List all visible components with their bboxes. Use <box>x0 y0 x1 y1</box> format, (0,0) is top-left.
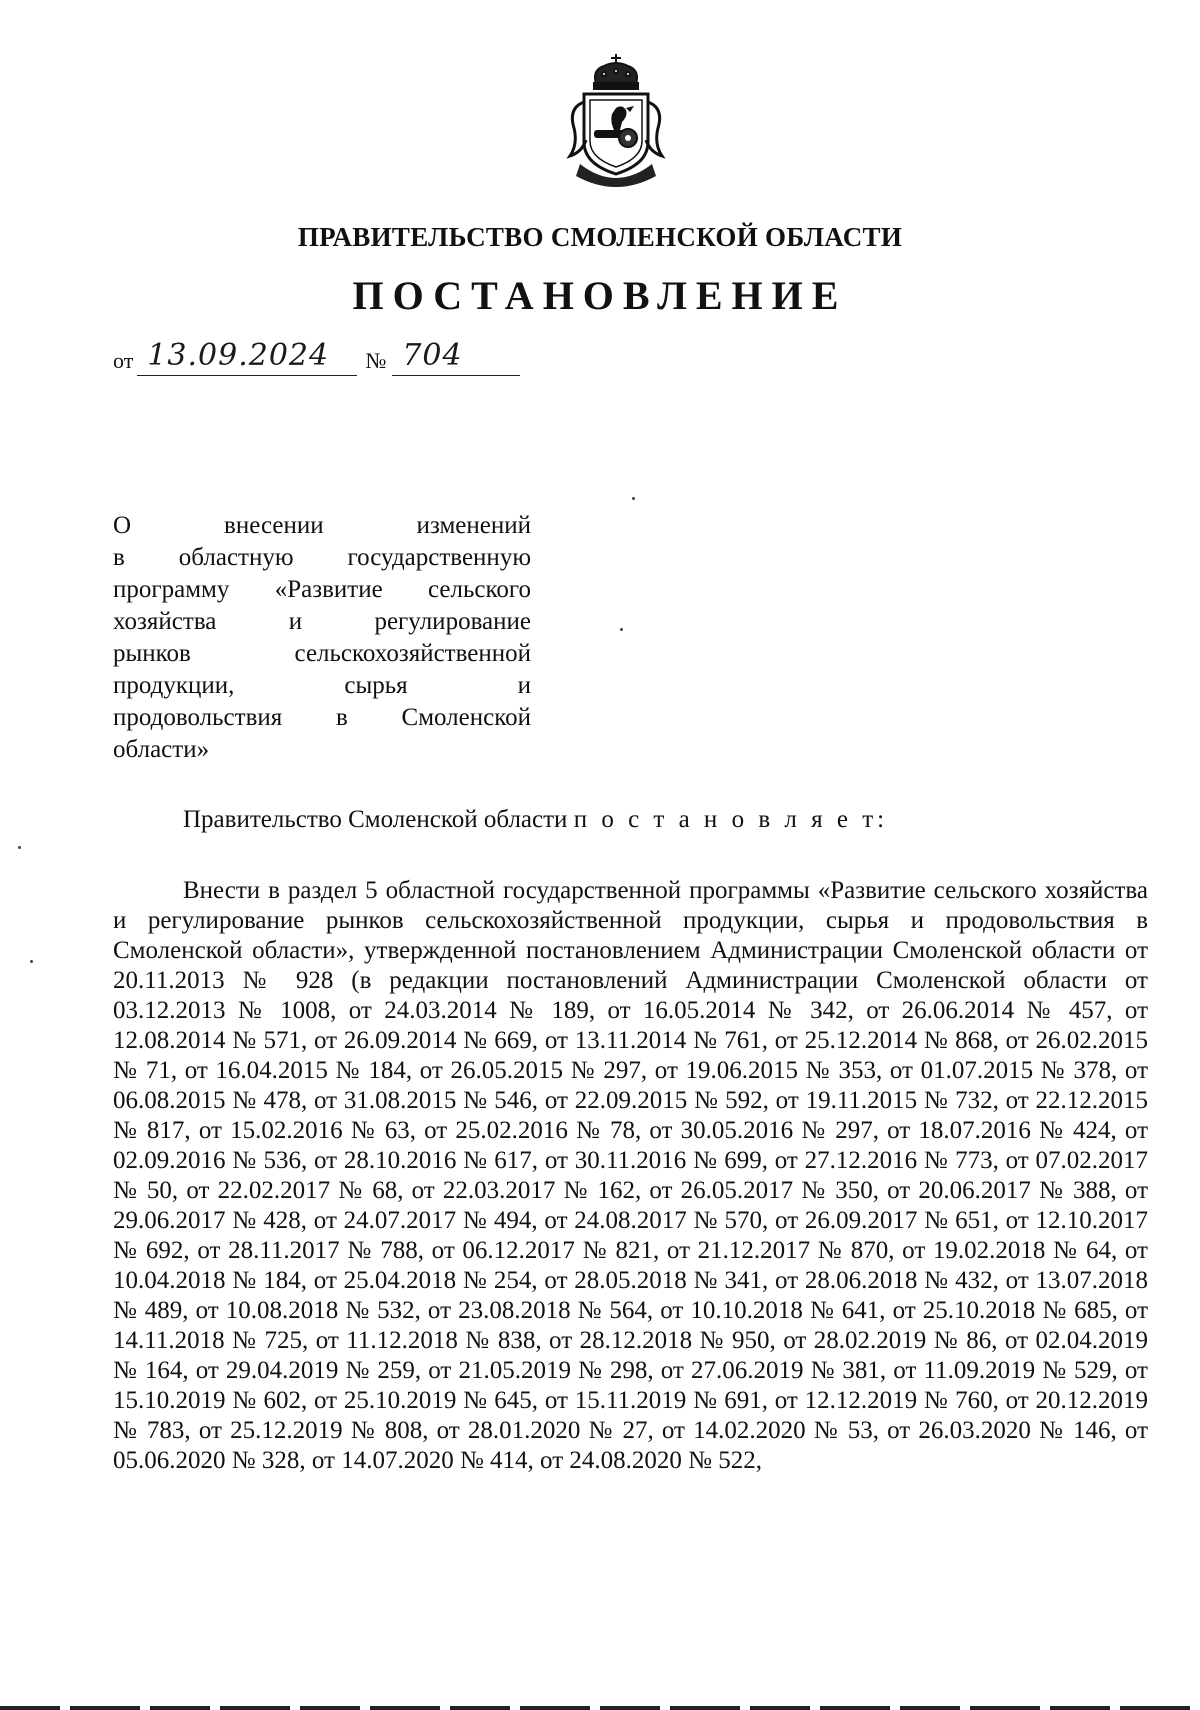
handwritten-date: 13.09.2024 <box>147 338 330 373</box>
scan-speck <box>30 960 33 963</box>
date-from-label: от <box>113 348 134 373</box>
number-field <box>392 338 520 376</box>
subject-line: продовольствия в Смоленской <box>113 704 531 731</box>
subject-line: хозяйства и регулирование <box>113 608 531 635</box>
subject-line: рынков сельскохозяйственной <box>113 640 531 667</box>
document-type-heading: ПОСТАНОВЛЕНИЕ <box>352 273 848 318</box>
date-field <box>137 338 357 376</box>
handwritten-number: 704 <box>402 338 463 373</box>
subject-line: О внесении изменений <box>113 512 531 539</box>
organization-title: ПРАВИТЕЛЬСТВО СМОЛЕНСКОЙ ОБЛАСТИ <box>297 222 903 252</box>
scan-speck <box>18 846 21 849</box>
subject-line: программу «Развитие сельского <box>113 576 531 603</box>
body-paragraph: Внести в раздел 5 областной государственной программы «Развитие сельского хозяйства и регулирование рынков сельскохозяйственной продукции, сырья и продовольствия в Смоленской области», утвержденной постановлением Администрации Смоленской области от 20.11.2013 № 928 (в редакции постановлений Администрации Смоленской области от 03.12.2013 № 1008, от 24.03.2014 № 189, от 16.05.2014 № 342, от 26.06.2014 № 457, от 12.08.2014 № 571, от 26.09.2014 № 669, от 13.11.2014 № 761, от 25.12.2014 № 868, от 26.02.2015 № 71, от 16.04.2015 № 184, от 26.05.2015 № 297, от 19.06.2015 № 353, от 01.07.2015 № 378, от 06.08.2015 № 478, от 31.08.2015 № 546, от 22.09.2015 № 592, от 19.11.2015 № 732, от 22.12.2015 № 817, от 15.02.2016 № 63, от 25.02.2016 № 78, от 30.05.2016 № 297, от 18.07.2016 № 424, от 02.09.2016 № 536, от 28.10.2016 № 617, от 30.11.2016 № 699, от 27.12.2016 № 773, от 07.02.2017 № 50, от 22.02.2017 № 68, от 22.03.2017 № 162, от 26.05.2017 № 350, от 20.06.2017 № 388, от 29.06.2017 № 428, от 24.07.2017 № 494, от 24.08.2017 № 570, от 26.09.2017 № 651, от 12.10.2017 № 692, от 28.11.2017 № 788, от 06.12.2017 № 821, от 21.12.2017 № 870, от 19.02.2018 № 64, от 10.04.2018 № 184, от 25.04.2018 № 254, от 28.05.2018 № 341, от 28.06.2018 № 432, от 13.07.2018 № 489, от 10.08.2018 № 532, от 23.08.2018 № 564, от 10.10.2018 № 641, от 25.10.2018 № 685, от 14.11.2018 № 725, от 11.12.2018 № 838, от 28.12.2018 № 950, от 28.02.2019 № 86, от 02.04.2019 № 164, от 29.04.2019 № 259, от 21.05.2019 № 298, от 27.06.2019 № 381, от 11.09.2019 № 529, от 15.10.2019 № 602, от 25.10.2019 № 645, от 15.11.2019 № 691, от 12.12.2019 № 760, от 20.12.2019 № 783, от 25.12.2019 № 808, от 28.01.2020 № 27, от 14.02.2020 № 53, от 26.03.2020 № 146, от 05.06.2020 № 328, от 14.07.2020 № 414, от 24.08.2020 № 522, <box>113 877 1148 1474</box>
subject-line: в областную государственную <box>113 544 531 571</box>
subject-line: области» <box>113 736 210 763</box>
resolution-statement <box>183 806 888 834</box>
scan-edge <box>0 1706 1200 1710</box>
number-label: № <box>365 348 387 373</box>
date-number-line <box>113 340 528 376</box>
document-subject <box>113 510 531 766</box>
scan-speck <box>620 628 623 631</box>
resolution-prefix: Правительство Смоленской области <box>183 806 574 833</box>
scan-speck <box>632 497 635 500</box>
coat-of-arms-icon <box>562 52 670 192</box>
resolution-verb: п о с т а н о в л я е т: <box>573 806 889 833</box>
subject-line: продукции, сырья и <box>113 672 531 699</box>
